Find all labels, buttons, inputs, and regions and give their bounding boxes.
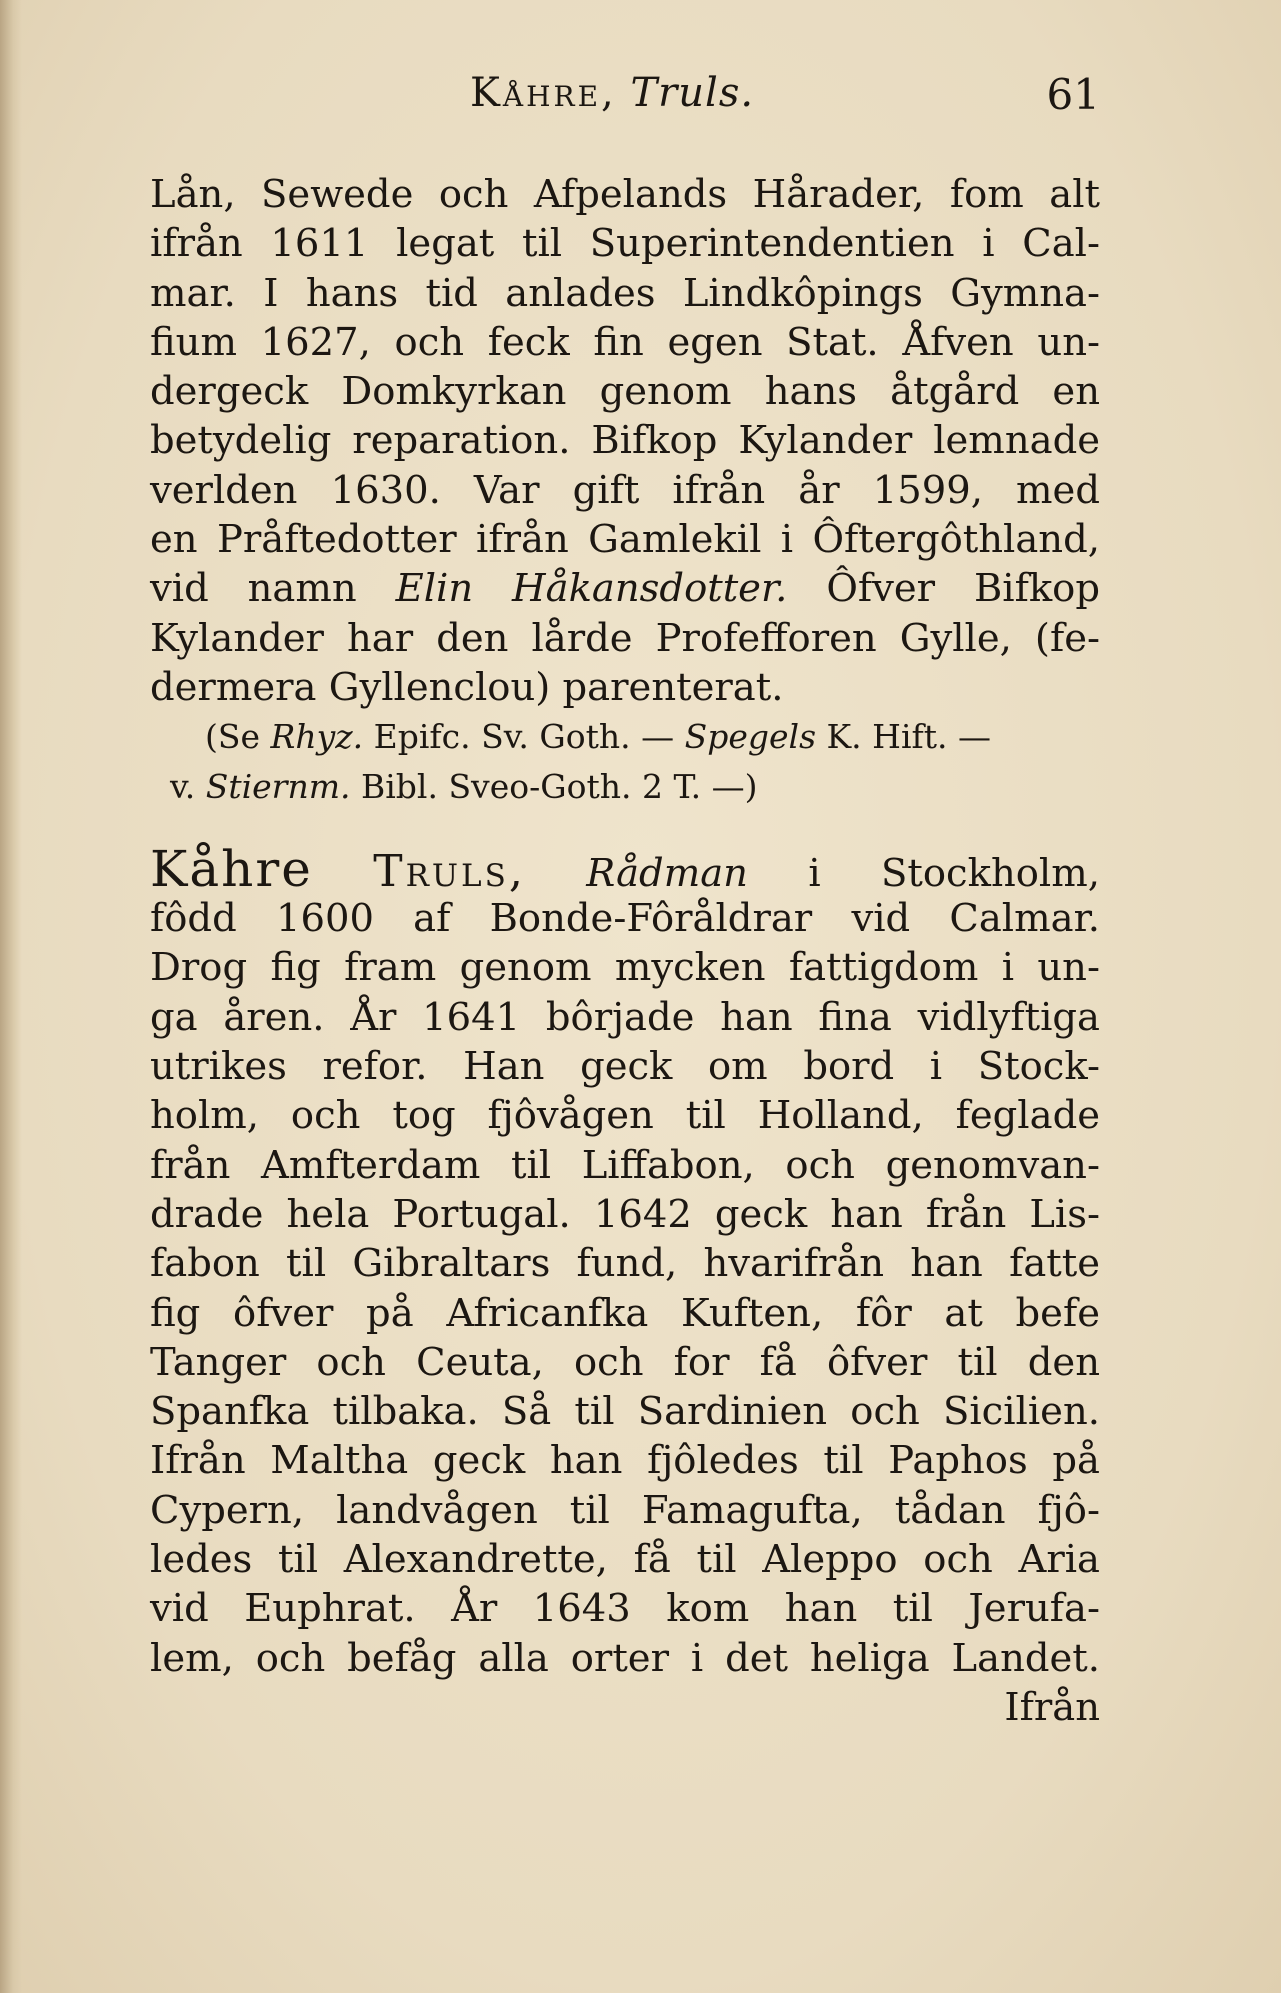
italic-name: Elin Håkansdotter. [395, 566, 788, 612]
text-line: Drog fig fram genom mycken fattigdom i un- [150, 945, 1100, 991]
reference-text: Epifc. Sv. Goth. — [373, 717, 675, 757]
running-head-surname: Kåhre, [470, 70, 617, 116]
text-line [150, 564, 1100, 613]
text-line: betydelig reparation. Bifkop Kylander lemnade [150, 418, 1100, 464]
entry-name: Kåhre [150, 839, 313, 898]
reference-italic: Spegels [684, 717, 817, 757]
biography-entry [150, 839, 1100, 1732]
running-head [470, 70, 754, 116]
text-line: Spanfka tilbaka. Så til Sardinien och Sicilien. [150, 1389, 1100, 1435]
running-head-given-name: Truls. [630, 70, 755, 116]
text-line: vid Euphrat. År 1643 kom han til Jerufa- [150, 1586, 1100, 1632]
page-header [150, 70, 1100, 130]
text-line: lem, och befåg alla orter i det heliga Landet. [150, 1635, 1100, 1681]
reference-text: Bibl. Sveo-Goth. 2 T. —) [360, 766, 758, 806]
text-segment: i Stockholm, [808, 850, 1100, 896]
entry-heading-line [150, 839, 1100, 898]
reference-note [150, 712, 1100, 811]
text-line: holm, och tog fjôvågen til Holland, feglade [150, 1093, 1100, 1139]
text-line: fium 1627, och feck fin egen Stat. Åfven un- [150, 319, 1100, 365]
text-line: ledes til Alexandrette, få til Aleppo och Aria [150, 1537, 1100, 1583]
reference-italic: Stiernm. [205, 766, 351, 806]
text-line: Kylander har den lårde Profefforen Gylle, (fe- [150, 615, 1100, 661]
text-line: Cypern, landvågen til Famagufta, tådan fjô- [150, 1487, 1100, 1533]
reference-text: v. [170, 766, 196, 806]
text-line: Ifrån Maltha geck han fjôledes til Paphos på [150, 1438, 1100, 1484]
reference-text: (Se [205, 717, 261, 757]
page-number: 61 [1046, 70, 1100, 119]
body-text [150, 170, 1100, 1732]
reference-italic: Rhyz. [270, 717, 364, 757]
text-segment: Ôfver Bifkop [826, 566, 1100, 612]
text-line: fôdd 1600 af Bonde-Fôråldrar vid Calmar. [150, 896, 1100, 942]
text-line: drade hela Portugal. 1642 geck han från Lis- [150, 1191, 1100, 1237]
text-line: fabon til Gibraltars fund, hvarifrån han fatte [150, 1241, 1100, 1287]
text-segment: vid namn [150, 566, 357, 612]
reference-text: K. Hift. — [826, 717, 991, 757]
text-line: mar. I hans tid anlades Lindkôpings Gymna- [150, 270, 1100, 316]
text-line: dermera Gyllenclou) parenterat. [150, 664, 784, 710]
text-line: en Pråftedotter ifrån Gamlekil i Ôftergôthland, [150, 517, 1100, 563]
entry-title: Rådman [586, 850, 748, 896]
text-line: från Amfterdam til Liffabon, och genomvan- [150, 1142, 1100, 1188]
text-line: Lån, Sewede och Afpelands Hårader, fom alt [150, 172, 1100, 217]
page-binding-edge [0, 0, 22, 1993]
catchword: Ifrån [1004, 1684, 1100, 1730]
text-line: utrikes refor. Han geck om bord i Stock- [150, 1044, 1100, 1090]
text-line: fig ôfver på Africanfka Kuften, fôr at befe [150, 1290, 1100, 1336]
text-line: verlden 1630. Var gift ifrån år 1599, med [150, 467, 1100, 513]
reference-line [150, 762, 1100, 811]
text-line: dergeck Domkyrkan genom hans åtgård en [150, 369, 1100, 415]
reference-line [150, 712, 1100, 761]
text-line: Tanger och Ceuta, och for få ôfver til den [150, 1339, 1100, 1385]
text-line: ga åren. År 1641 bôrjade han fina vidlyftiga [150, 994, 1100, 1040]
text-line: ifrån 1611 legat til Superintendentien i Cal- [150, 221, 1100, 267]
entry-given-name: Truls, [373, 845, 526, 897]
paragraph-continued [150, 170, 1100, 712]
